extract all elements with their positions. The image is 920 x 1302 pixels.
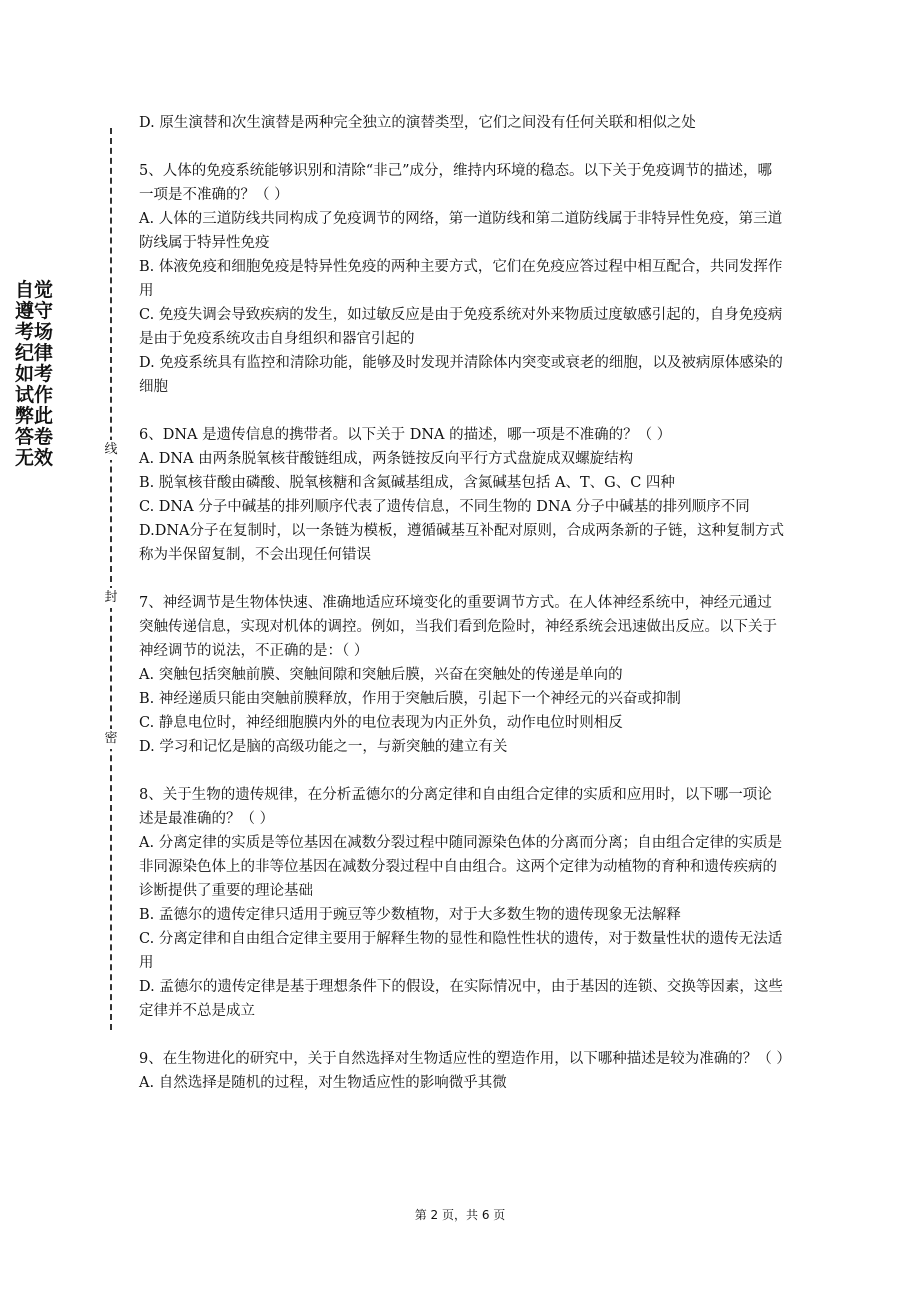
q5-option-d: D. 免疫系统具有监控和清除功能，能够及时发现并清除体内突变或衰老的细胞，以及被病原体感染的细胞 bbox=[139, 355, 783, 395]
q7-option-a: A. 突触包括突触前膜、突触间隙和突触后膜，兴奋在突触处的传递是单向的 bbox=[139, 667, 623, 683]
q9-stem: 9、在生物进化的研究中，关于自然选择对生物适应性的塑造作用，以下哪种描述是较为准确的？（ ） bbox=[139, 1051, 791, 1067]
question-5 bbox=[139, 159, 784, 399]
question-content bbox=[139, 111, 791, 1095]
q8-option-a: A. 分离定律的实质是等位基因在减数分裂过程中随同源染色体的分离而分离；自由组合定律的实质是非同源染色体上的非等位基因在减数分裂过程中自由组合。这两个定律为动植物的育种和遗传疾病的诊断提供了重要的理论基础 bbox=[139, 835, 783, 899]
seal-label-xian: 线 bbox=[101, 440, 121, 460]
q6-stem: 6、DNA 是遗传信息的携带者。以下关于 DNA 的描述，哪一项是不准确的？（ ） bbox=[139, 427, 672, 443]
q7-option-c: C. 静息电位时，神经细胞膜内外的电位表现为内正外负，动作电位时则相反 bbox=[139, 715, 623, 731]
question-4-tail bbox=[139, 111, 784, 135]
seal-label-feng: 封 bbox=[101, 588, 121, 608]
q8-stem: 8、关于生物的遗传规律，在分析孟德尔的分离定律和自由组合定律的实质和应用时，以下哪一项论述是最准确的？（ ） bbox=[139, 787, 772, 827]
q8-option-d: D. 孟德尔的遗传定律是基于理想条件下的假设，在实际情况中，由于基因的连锁、交换等因素，这些定律并不总是成立 bbox=[139, 979, 783, 1019]
q5-option-b: B. 体液免疫和细胞免疫是特异性免疫的两种主要方式，它们在免疫应答过程中相互配合，共同发挥作用 bbox=[139, 259, 783, 299]
q4-option-d: D. 原生演替和次生演替是两种完全独立的演替类型，它们之间没有任何关联和相似之处 bbox=[139, 115, 696, 131]
q7-option-b: B. 神经递质只能由突触前膜释放，作用于突触后膜，引起下一个神经元的兴奋或抑制 bbox=[139, 691, 681, 707]
q6-option-b: B. 脱氧核苷酸由磷酸、脱氧核糖和含氮碱基组成，含氮碱基包括 A、T、G、C 四种 bbox=[139, 475, 675, 491]
q5-stem: 5、人体的免疫系统能够识别和清除“非己”成分，维持内环境的稳态。以下关于免疫调节的描述，哪一项是不准确的？（ ） bbox=[139, 163, 773, 203]
question-7 bbox=[139, 591, 784, 759]
q5-option-a: A. 人体的三道防线共同构成了免疫调节的网络，第一道防线和第二道防线属于非特异性免疫，第三道防线属于特异性免疫 bbox=[139, 211, 783, 251]
q6-option-c: C. DNA 分子中碱基的排列顺序代表了遗传信息，不同生物的 DNA 分子中碱基的排列顺序不同 bbox=[139, 499, 750, 515]
exam-discipline-notice: 自觉遵守考场纪律如考试作弊此答卷无效 bbox=[14, 279, 53, 469]
q8-option-b: B. 孟德尔的遗传定律只适用于豌豆等少数植物，对于大多数生物的遗传现象无法解释 bbox=[139, 907, 681, 923]
question-8 bbox=[139, 783, 784, 1023]
page-number-footer: 第 2 页，共 6 页 bbox=[414, 1208, 506, 1222]
q6-option-d: D.DNA分子在复制时，以一条链为模板，遵循碱基互补配对原则，合成两条新的子链，这种复制方式称为半保留复制，不会出现任何错误 bbox=[139, 523, 784, 563]
question-6 bbox=[139, 423, 784, 567]
seal-label-mi: 密 bbox=[101, 729, 121, 749]
q7-option-d: D. 学习和记忆是脑的高级功能之一，与新突触的建立有关 bbox=[139, 739, 508, 755]
q5-option-c: C. 免疫失调会导致疾病的发生，如过敏反应是由于免疫系统对外来物质过度敏感引起的，自身免疫病是由于免疫系统攻击自身组织和器官引起的 bbox=[139, 307, 783, 347]
seal-dashed-line bbox=[110, 128, 112, 1030]
q9-option-a: A. 自然选择是随机的过程，对生物适应性的影响微乎其微 bbox=[139, 1075, 507, 1091]
q8-option-c: C. 分离定律和自由组合定律主要用于解释生物的显性和隐性性状的遗传，对于数量性状的遗传无法适用 bbox=[139, 931, 783, 971]
q7-stem: 7、神经调节是生物体快速、准确地适应环境变化的重要调节方式。在人体神经系统中，神经元通过突触传递信息，实现对机体的调控。例如，当我们看到危险时，神经系统会迅速做出反应。以下关于神经调节的说法，不正确的是：（ ） bbox=[139, 595, 777, 659]
q6-option-a: A. DNA 由两条脱氧核苷酸链组成，两条链按反向平行方式盘旋成双螺旋结构 bbox=[139, 451, 634, 467]
question-9 bbox=[139, 1047, 791, 1095]
